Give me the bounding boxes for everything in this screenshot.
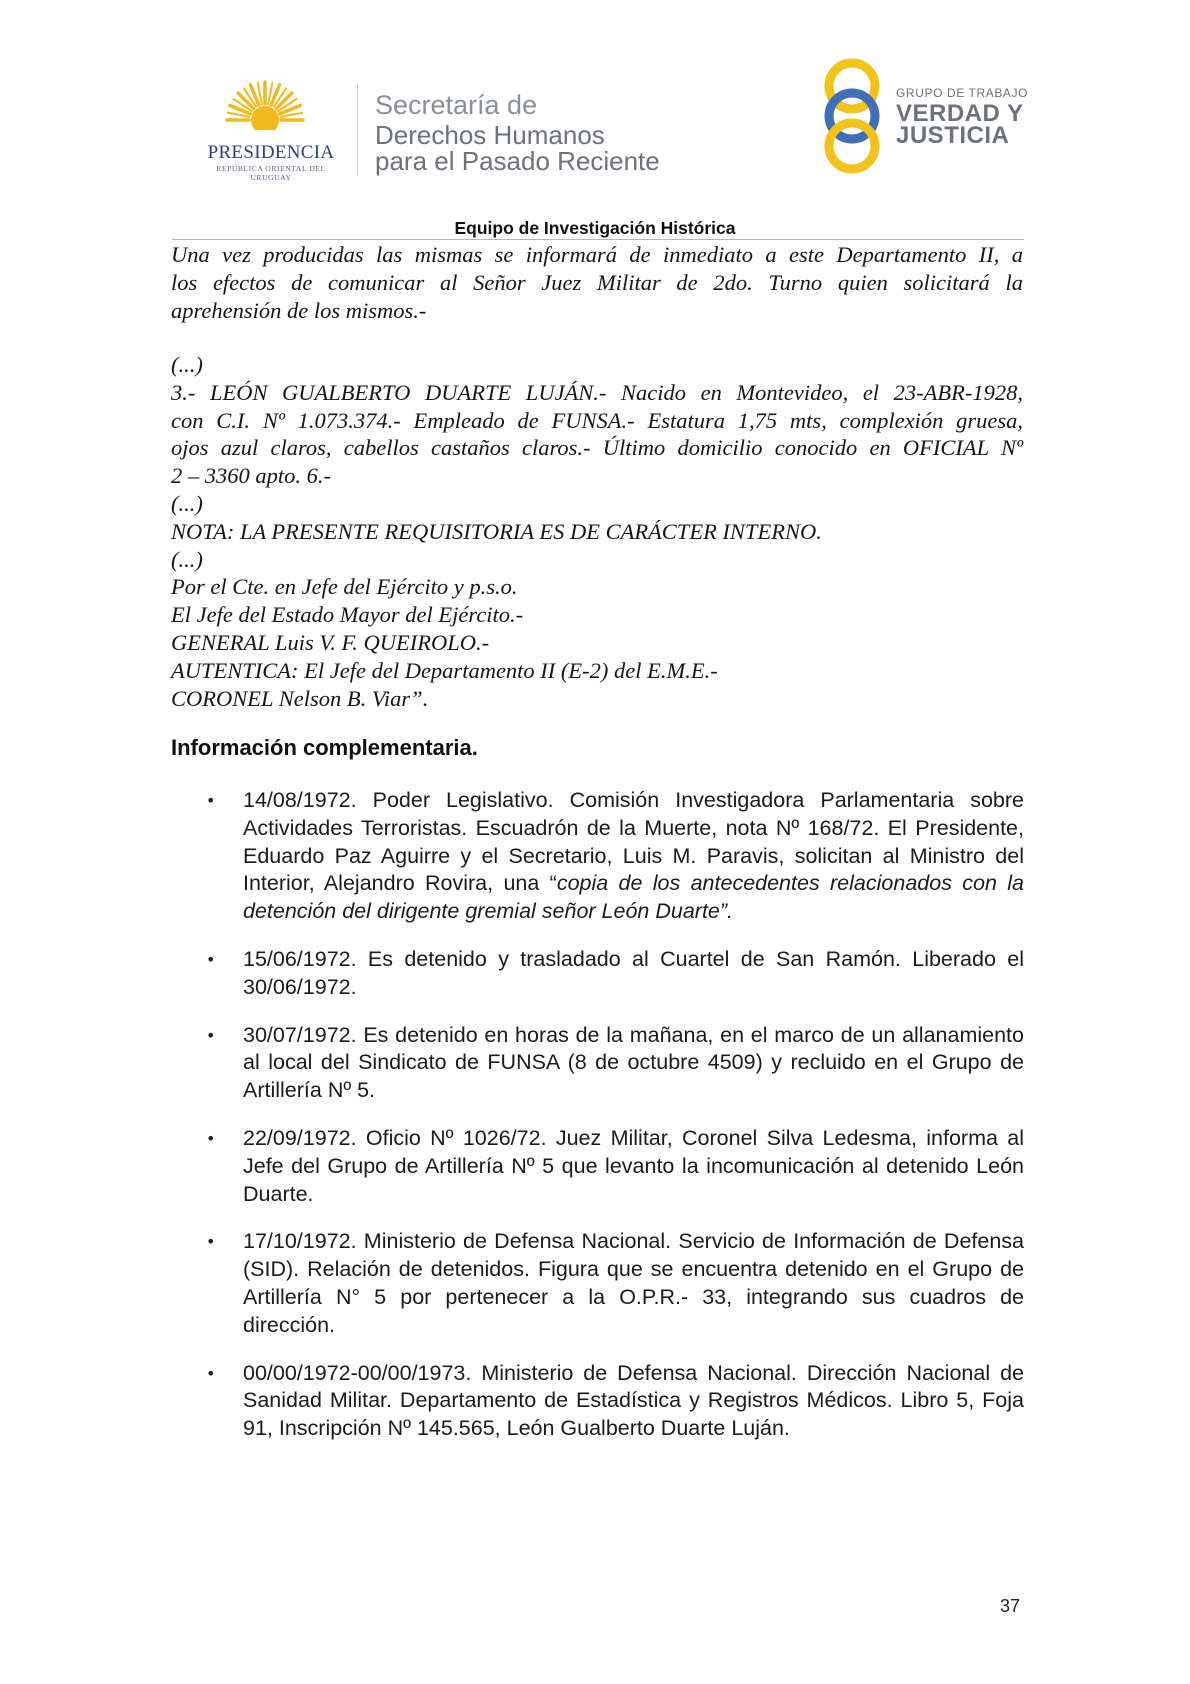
bullet-icon: •	[206, 1363, 216, 1383]
secretaria-line-2: Derechos Humanos	[375, 120, 605, 150]
list-item	[0, 1360, 1190, 1443]
doc-line: Una vez producidas las mismas se informará de inmediato a este Departamento II, a	[171, 242, 1023, 267]
grupo-line-2: VERDAD Y	[896, 100, 1024, 127]
doc-line: ojos azul claros, cabellos castaños claros.- Último domicilio conocido en OFICIAL Nº	[171, 435, 1023, 461]
grupo-line-3: JUSTICIA	[896, 122, 1010, 149]
signature-line: GENERAL Luis V. F. QUEIROLO.-	[171, 629, 490, 655]
bullet-icon: •	[206, 949, 216, 969]
list-item	[0, 787, 1190, 926]
bullet-icon: •	[206, 791, 216, 810]
sun-emblem-icon	[220, 78, 310, 138]
ellipsis: (...)	[171, 352, 203, 377]
grupo-line-1: GRUPO DE TRABAJO	[896, 86, 1029, 100]
verdad-justicia-rings-icon	[818, 54, 886, 178]
quoted-intro	[171, 241, 1023, 324]
secretaria-line-1: Secretaría de	[375, 90, 538, 120]
ellipsis: (...)	[171, 546, 203, 572]
item-text: 14/08/1972. Poder Legislativo. Comisión Investigadora Parlamentaria sobre Actividades Terroristas. Escuadrón de la Muerte, nota Nº 168/72. El Presidente, Eduardo Paz Aguirre y el Secretario, Luis M. Paravis, solicitan al Ministro del Interior, Alejandro Rovira, una “	[243, 788, 1024, 896]
header-divider	[357, 84, 358, 176]
doc-line: aprehensión de los mismos.-	[171, 297, 427, 323]
presidencia-logo-text: PRESIDENCIA	[207, 142, 335, 163]
doc-line: los efectos de comunicar al Señor Juez Militar de 2do. Turno quien solicitará la	[171, 269, 1023, 295]
list-item-text: 17/10/1972. Ministerio de Defensa Nacional. Servicio de Información de Defensa (SID). Relación de detenidos. Figura que se encuentra detenido en el Grupo de Artillería N° 5 por pertenecer a la O.P.R.- 33, integrando sus cuadros de dirección.	[243, 1229, 1024, 1337]
header-rule	[172, 239, 1024, 240]
presidencia-subtitle: REPÚBLICA ORIENTAL DEL URUGUAY	[216, 164, 326, 182]
complementary-list	[0, 787, 1190, 1463]
ellipsis: (...)	[171, 490, 203, 516]
secretaria-line-3: para el Pasado Reciente	[375, 146, 660, 176]
doc-line: con C.I. Nº 1.073.374.- Empleado de FUNSA.- Estatura 1,75 mts, complexión gruesa,	[171, 407, 1023, 433]
signature-line: Por el Cte. en Jefe del Ejército y p.s.o.	[171, 574, 518, 600]
bullet-icon: •	[206, 1128, 216, 1148]
bullet-icon: •	[206, 1232, 216, 1252]
item-quote: copia de los antecedentes relacionados con la detención del dirigente gremial señor León Duarte”.	[243, 871, 1024, 924]
page-number: 37	[1000, 1596, 1021, 1616]
signature-line: AUTENTICA: El Jefe del Departamento II (E-2) del E.M.E.-	[171, 657, 718, 683]
list-item-text: 15/06/1972. Es detenido y trasladado al Cuartel de San Ramón. Liberado el 30/06/1972.	[243, 946, 1024, 999]
list-item	[0, 1125, 1190, 1208]
doc-line: 2 – 3360 apto. 6.-	[171, 463, 331, 489]
list-item	[0, 1228, 1190, 1339]
doc-line: 3.- LEÓN GUALBERTO DUARTE LUJÁN.- Nacido en Montevideo, el 23-ABR-1928,	[171, 379, 1023, 405]
list-item-text	[243, 787, 1024, 926]
section-heading: Información complementaria.	[171, 735, 478, 760]
nota-line: NOTA: LA PRESENTE REQUISITORIA ES DE CARÁCTER INTERNO.	[171, 518, 822, 544]
quoted-record	[171, 351, 1023, 712]
signature-line: El Jefe del Estado Mayor del Ejército.-	[171, 602, 524, 628]
team-title: Equipo de Investigación Histórica	[454, 218, 736, 238]
list-item-text: 30/07/1972. Es detenido en horas de la mañana, en el marco de un allanamiento al local del Sindicato de FUNSA (8 de octubre 4509) y recluido en el Grupo de Artillería Nº 5.	[243, 1022, 1024, 1103]
list-item-text: 00/00/1972-00/00/1973. Ministerio de Defensa Nacional. Dirección Nacional de Sanidad Militar. Departamento de Estadística y Registros Médicos. Libro 5, Foja 91, Inscripción Nº 145.565, León Gualberto Duarte Luján.	[243, 1360, 1024, 1441]
bullet-icon: •	[206, 1025, 216, 1045]
list-item-text: 22/09/1972. Oficio Nº 1026/72. Juez Militar, Coronel Silva Ledesma, informa al Jefe del Grupo de Artillería Nº 5 que levanto la incomunicación al detenido León Duarte.	[243, 1125, 1024, 1206]
list-item	[0, 1022, 1190, 1105]
list-item	[0, 946, 1190, 1002]
signature-line: CORONEL Nelson B. Viar”.	[171, 685, 429, 711]
